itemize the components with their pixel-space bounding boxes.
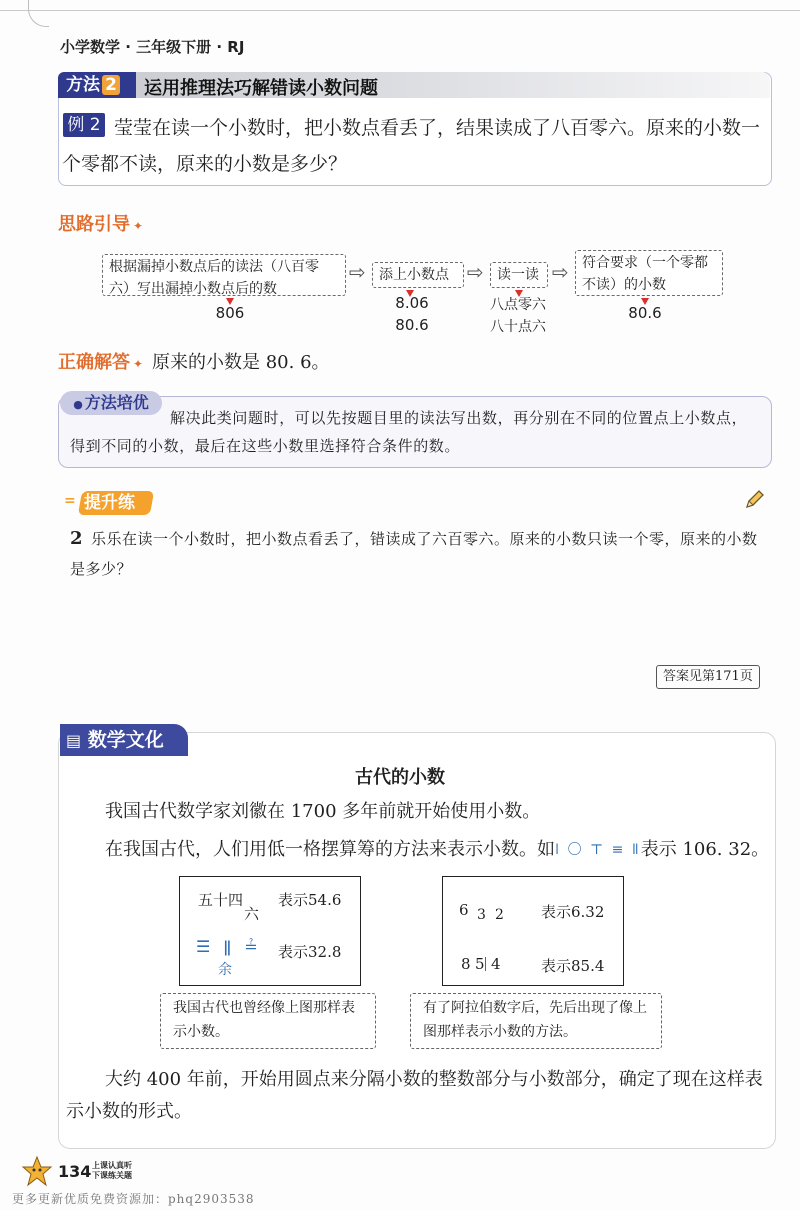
ancient-row2-sub: 余 — [218, 962, 232, 978]
practice-question-text: 乐乐在读一个小数时，把小数点看丢了，错读成了六百零六。原来的小数只读一个零，原来的小数是多少？ — [70, 530, 758, 578]
flow-box-1: 根据漏掉小数点后的读法（八百零六）写出漏掉小数点后的数 — [102, 254, 346, 296]
flow-value-result: 80.6 — [628, 304, 662, 322]
pencil-icon — [744, 488, 766, 514]
flow-reading-1: 八点零六 — [490, 297, 546, 313]
footer-slogan-line-2: 下课练关题 — [92, 1171, 132, 1180]
practice-tag-label: 提升练 — [84, 493, 135, 513]
thinking-heading — [58, 210, 143, 236]
arabic-row1-label: 表示6.32 — [541, 903, 605, 921]
flow-box-4: 符合要求（一个零都不读）的小数 — [575, 250, 723, 296]
note-right: 有了阿拉伯数字后，先后出现了像上图那样表示小数的方法。 — [410, 993, 662, 1049]
peiyou-tag-label: 方法培优 — [84, 393, 149, 412]
method-tag-label: 方法 — [66, 75, 100, 95]
ancient-notation-frame — [179, 876, 361, 986]
practice-question — [70, 524, 770, 584]
flow-reading-2: 八十点六 — [490, 319, 546, 335]
flow-box-3: 读一读 — [490, 262, 548, 288]
answer-heading-label: 正确解答 — [58, 352, 130, 373]
equals-mark-icon: = — [64, 493, 76, 509]
flow-arrow-1-icon: ⇨ — [349, 260, 366, 284]
answer-reference: 答案见第171页 — [656, 665, 760, 689]
source-note: 更多更新优质免费资源加：phq2903538 — [12, 1192, 255, 1206]
flow-box-2: 添上小数点 — [372, 262, 464, 288]
flow-value-8-06: 8.06 — [395, 294, 429, 312]
ancient-row1-label: 表示54.6 — [278, 891, 342, 909]
practice-question-number: 2 — [70, 528, 84, 549]
flow-value-806: 806 — [215, 304, 245, 322]
practice-tag — [64, 491, 160, 515]
footer-slogan — [92, 1161, 132, 1181]
culture-tag — [60, 724, 188, 756]
book-icon: ▤ — [66, 731, 82, 750]
counting-rods-example: ǀ 〇 ⊤ ≡ ǁ — [555, 842, 641, 858]
culture-p2-after: 表示 106. 32。 — [640, 839, 770, 860]
ancient-row2-rods: ☰ ǁ ≟ — [196, 937, 262, 956]
ancient-row1-main: 五十四 — [198, 891, 244, 909]
arabic-row1-c: 2 — [495, 907, 504, 923]
footer-slogan-line-1: 上课认真听 — [92, 1161, 132, 1170]
example-text: 莹莹在读一个小数时，把小数点看丢了，结果读成了八百零六。原来的小数一个零都不读，原来的小数是多少？ — [62, 117, 761, 175]
flow-arrow-3-icon: ⇨ — [552, 260, 569, 284]
arabic-row2-a: 8 — [461, 955, 471, 973]
culture-p2-before: 在我国古代，人们用低一格摆算筹的方法来表示小数。如 — [105, 839, 555, 860]
flow-value-80-6: 80.6 — [395, 316, 429, 334]
sparkle-icon: ✦ — [133, 219, 144, 233]
rod-separator-icon — [485, 957, 486, 971]
lightbulb-icon: ● — [73, 398, 83, 411]
culture-paragraph-1: 我国古代数学家刘徽在 1700 多年前就开始使用小数。 — [105, 801, 541, 822]
method-number: 2 — [102, 75, 120, 95]
running-head: 小学数学 · 三年级下册 · RJ — [60, 38, 245, 56]
answer-heading — [58, 348, 143, 374]
ancient-row1-sub: 六 — [244, 905, 260, 923]
culture-tag-label: 数学文化 — [87, 729, 164, 751]
arabic-row2-b: 5 — [475, 955, 485, 973]
method-title: 运用推理法巧解错读小数问题 — [144, 78, 378, 99]
peiyou-text: 解决此类问题时，可以先按题目里的读法写出数，再分别在不同的位置点上小数点，得到不同的小数，最后在这些小数里选择符合条件的数。 — [70, 409, 748, 455]
arabic-notation-frame — [442, 876, 624, 986]
arabic-row2-label: 表示85.4 — [541, 957, 605, 975]
top-rule — [0, 10, 800, 11]
flow-arrow-2-icon: ⇨ — [467, 260, 484, 284]
method-tag — [58, 72, 136, 98]
ancient-row2-label: 表示32.8 — [278, 943, 342, 961]
arabic-row1-a: 6 — [459, 901, 469, 919]
note-left: 我国古代也曾经像上图那样表示小数。 — [160, 993, 376, 1049]
page-number: 134 — [58, 1162, 92, 1181]
arabic-row1-b: 3 — [477, 907, 486, 923]
answer-text: 原来的小数是 80. 6。 — [152, 352, 330, 373]
culture-title: 古代的小数 — [355, 767, 445, 788]
thinking-heading-label: 思路引导 — [58, 214, 130, 235]
page-corner-mark — [28, 0, 49, 27]
arabic-row2-c: 4 — [491, 955, 501, 973]
example-tag: 例 2 — [63, 113, 105, 137]
culture-paragraph-2 — [105, 834, 770, 866]
sparkle-icon: ✦ — [133, 357, 144, 371]
mascot-icon — [22, 1155, 52, 1193]
culture-paragraph-3: 大约 400 年前，开始用圆点来分隔小数的整数部分与小数部分，确定了现在这样表示小数的形式。 — [66, 1069, 763, 1122]
